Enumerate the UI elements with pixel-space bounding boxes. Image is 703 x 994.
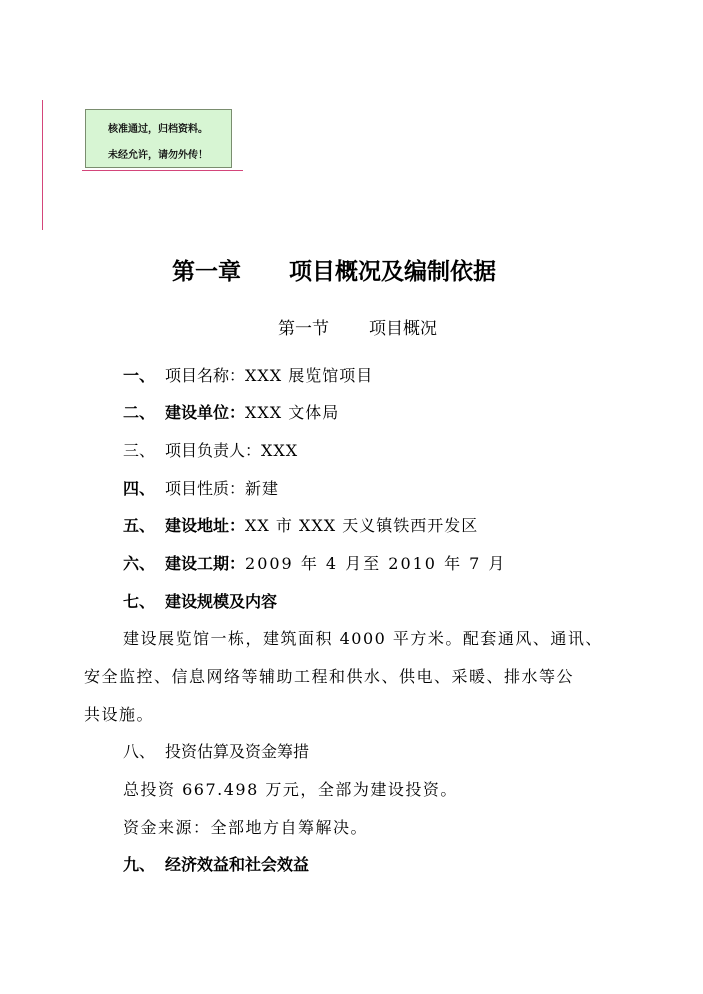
approval-stamp xyxy=(85,109,232,168)
item-value: 新建 xyxy=(245,479,280,498)
list-item xyxy=(123,516,478,536)
list-item xyxy=(123,441,298,461)
item-value: 2009 年 4 月至 2010 年 7 月 xyxy=(245,554,507,573)
item-number: 三、 xyxy=(123,441,156,460)
investment-source: 资金来源：全部地方自筹解决。 xyxy=(123,818,369,837)
item-number: 七、 xyxy=(123,592,156,611)
item-number: 六、 xyxy=(123,554,156,573)
scope-paragraph-line-1: 建设展览馆一栋，建筑面积 4000 平方米。配套通风、通讯、 xyxy=(123,629,603,648)
scope-paragraph-line-2: 安全监控、信息网络等辅助工程和供水、供电、采暖、排水等公 xyxy=(84,667,575,686)
section-title: 项目概况 xyxy=(369,319,437,339)
item-label: 建设工期： xyxy=(165,554,246,573)
item-label: 项目性质： xyxy=(165,479,246,498)
chapter-heading xyxy=(172,253,496,286)
item-label: 经济效益和社会效益 xyxy=(165,855,310,874)
item-number: 四、 xyxy=(123,479,156,498)
section-heading xyxy=(278,314,437,339)
list-item xyxy=(123,592,277,612)
item-value: XX 市 XXX 天义镇铁西开发区 xyxy=(245,516,479,535)
stamp-line-2: 未经允许，请勿外传！ xyxy=(108,150,208,161)
list-item xyxy=(123,554,506,574)
section-number: 第一节 xyxy=(278,319,329,339)
chapter-number: 第一章 xyxy=(172,259,241,285)
list-item xyxy=(123,403,339,423)
item-number: 五、 xyxy=(123,516,156,535)
item-value: XXX 文体局 xyxy=(245,403,340,422)
item-label: 建设地址： xyxy=(165,516,246,535)
list-item xyxy=(123,855,309,875)
item-label: 项目名称： xyxy=(165,366,246,385)
list-item xyxy=(123,742,309,762)
item-label: 项目负责人： xyxy=(165,441,262,460)
item-number: 九、 xyxy=(123,855,156,874)
item-value: XXX 展览馆项目 xyxy=(245,366,374,385)
list-item xyxy=(123,479,279,499)
investment-total: 总投资 667.498 万元，全部为建设投资。 xyxy=(123,780,458,799)
chapter-title: 项目概况及编制依据 xyxy=(289,259,496,285)
item-number: 一、 xyxy=(123,366,156,385)
item-label: 建设规模及内容 xyxy=(165,592,278,611)
stamp-underline xyxy=(82,170,243,171)
item-number: 八、 xyxy=(123,742,156,761)
scope-paragraph-line-3: 共设施。 xyxy=(84,705,155,724)
item-value: XXX xyxy=(261,441,299,460)
margin-rule xyxy=(42,100,43,230)
item-number: 二、 xyxy=(123,403,156,422)
item-label: 建设单位： xyxy=(165,403,246,422)
list-item xyxy=(123,366,373,386)
item-label: 投资估算及资金筹措 xyxy=(165,742,310,761)
stamp-line-1: 核准通过，归档资料。 xyxy=(108,124,208,135)
